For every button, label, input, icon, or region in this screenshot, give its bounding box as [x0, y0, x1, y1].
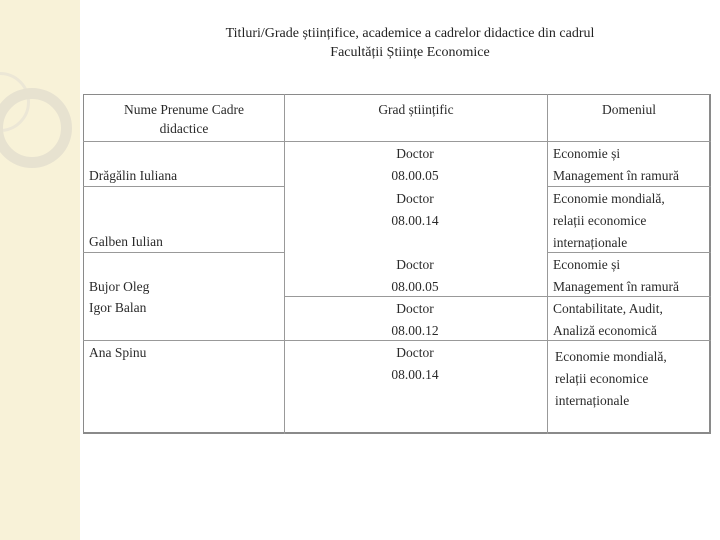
grade-code: 08.00.05 — [391, 168, 439, 183]
grade-code: 08.00.14 — [391, 213, 439, 228]
grade-title: Doctor — [396, 146, 434, 161]
header-divider — [83, 141, 711, 142]
page-title — [120, 24, 700, 62]
domain-line: relații economice — [555, 371, 649, 386]
domain-line: Economie și — [553, 257, 621, 272]
name-cell: Igor Balan — [89, 300, 147, 315]
name-cell: Galben Iulian — [89, 234, 163, 249]
title-line-1: Titluri/Grade științifice, academice a cadrelor didactice din cadrul — [225, 26, 595, 41]
column-divider-2 — [547, 94, 548, 434]
domain-line: internaționale — [555, 393, 630, 408]
grade-cell — [340, 143, 490, 187]
header-domain: Domeniul — [602, 102, 656, 117]
name-cell: Drăgălin Iuliana — [89, 168, 178, 183]
grade-code: 08.00.05 — [391, 279, 439, 294]
grade-title: Doctor — [396, 257, 434, 272]
name-cell: Ana Spinu — [89, 345, 147, 360]
domain-cell — [553, 254, 679, 298]
domain-line: relații economice — [553, 213, 647, 228]
domain-line: Management în ramură — [553, 168, 679, 183]
grade-cell — [340, 254, 490, 298]
domain-line: Analiză economică — [553, 323, 657, 338]
grade-cell — [340, 298, 490, 342]
domain-line: Contabilitate, Audit, — [553, 301, 663, 316]
grade-title: Doctor — [396, 345, 434, 360]
domain-line: internaționale — [553, 235, 628, 250]
domain-line: Economie mondială, — [555, 349, 667, 364]
grade-code: 08.00.12 — [391, 323, 439, 338]
grade-cell — [340, 188, 490, 232]
header-name: Nume Prenume Cadre didactice — [124, 102, 244, 136]
column-divider-1 — [284, 94, 285, 434]
grade-title: Doctor — [396, 301, 434, 316]
domain-line: Economie mondială, — [553, 191, 665, 206]
domain-cell — [553, 188, 665, 254]
domain-line: Management în ramură — [553, 279, 679, 294]
decorative-ring — [0, 88, 72, 168]
domain-cell — [553, 143, 679, 187]
decorative-sidebar — [0, 0, 80, 540]
name-cell: Bujor Oleg — [89, 279, 150, 294]
grade-title: Doctor — [396, 191, 434, 206]
grade-cell — [340, 342, 490, 386]
header-grade: Grad științific — [378, 102, 454, 117]
domain-line: Economie și — [553, 146, 621, 161]
title-line-2: Facultății Științe Economice — [330, 45, 490, 60]
domain-cell — [555, 346, 667, 412]
grade-code: 08.00.14 — [391, 367, 439, 382]
domain-cell — [553, 298, 663, 342]
